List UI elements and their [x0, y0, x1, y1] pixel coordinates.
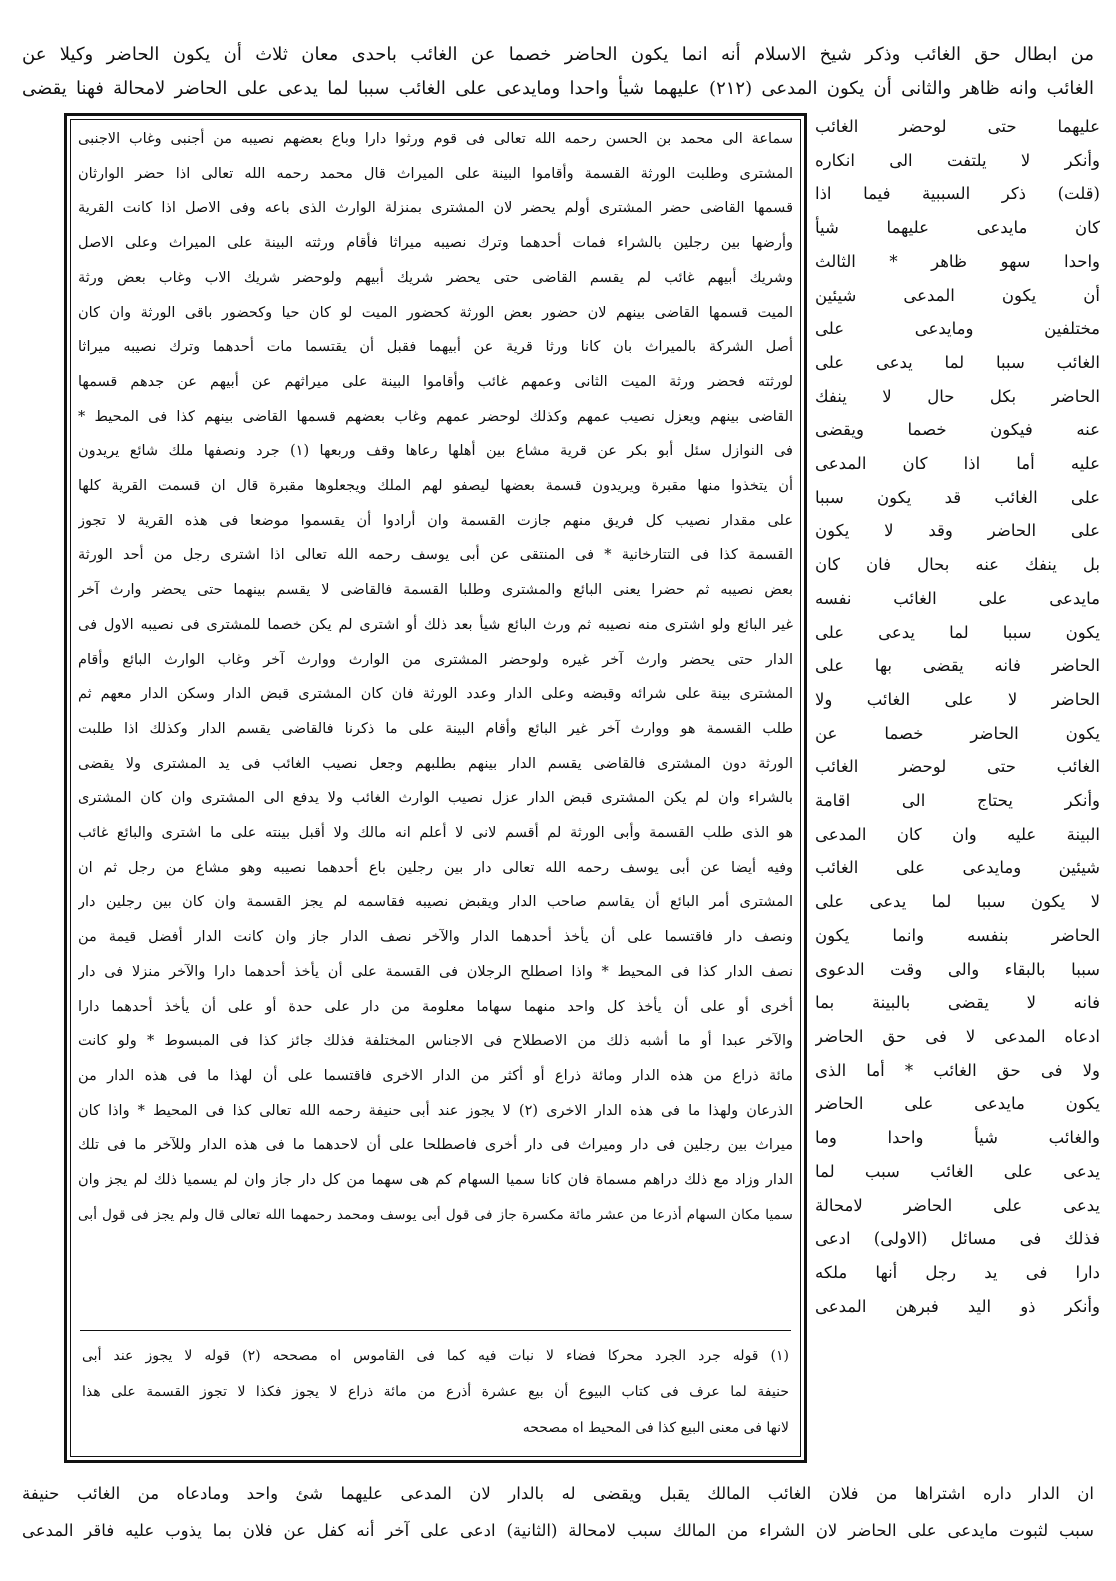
- main-text-line: لورثته فحضر ورثة الميت الثانى وعمهم غائب وأقاموا البينة على ميراثهم عن أبيهم عن جدهم قسمها: [78, 373, 793, 390]
- page-footer-continuation: [22, 1475, 1094, 1549]
- margin-line: لا يكون سببا لما يدعى على: [815, 892, 1100, 912]
- main-text-line: الذرعان ولهذا ما فى هذه الدار الاخرى (٢) لا يجوز عند أبى حنيفة رحمه الله تعالى كذا فى المحيط * واذا كان: [78, 1102, 793, 1119]
- main-text-line: بعض نصيبه ثم حضرا يعنى البائع والمشترى وطلبا القسمة فالقاضى لا يقسم بينهما حتى يحضر وارث آخر: [78, 582, 793, 599]
- main-text-line: وفيه أيضا عن أبى يوسف رحمه الله تعالى دار بين رجلين باع أحدهما نصيبه وهو مشاع من رجل ثم ان: [78, 859, 793, 876]
- main-text-line: الدار حتى يحضر وارث آخر غيره ولوحضر المشترى من الوارث ووارث آخر وغاب الوارث البائع وأقام: [78, 651, 793, 668]
- margin-line: والغائب شيأ واحدا وما: [815, 1128, 1100, 1148]
- footnote-divider: [80, 1330, 791, 1331]
- margin-line: مايدعى على الغائب نفسه: [815, 588, 1100, 608]
- margin-line: عليهما حتى لوحضر الغائب: [815, 117, 1100, 136]
- margin-line: واحدا سهو ظاهر * الثالث: [815, 251, 1100, 271]
- main-text-line: نصف الدار كذا فى المحيط * واذا اصطلح الرجلان فى القسمة على أن يأخذ أحدهما دارا والآخر منزلا فى دار: [78, 963, 793, 980]
- margin-line: يكون الحاضر خصما عن: [815, 723, 1100, 743]
- main-text-line: ونصف دار فاقتسما على أن يأخذ أحدهما الدار والآخر نصف الدار جاز وان كانت الدار أفضل قيمة من: [78, 929, 793, 946]
- margin-line: الحاضر لا على الغائب ولا: [815, 689, 1100, 709]
- main-text-line: والآخر عبدا أو ما أشبه ذلك من الاصطلاح فى الاجناس المختلفة فذلك جائز كذا فى المبسوط * ولو كانت: [78, 1033, 793, 1050]
- main-text-line: المشترى بينة على شرائه وقبضه وعلى الدار وعدد الورثة فان كان المشترى قبض الدار وسكن الدار معهم ثم: [78, 686, 793, 703]
- margin-line: الحاضر بكل حال لا ينفك: [815, 386, 1100, 406]
- main-text-line: وشريك أبيهم غائب لم يقسم القاضى حتى يحضر شريك أبيهم ولوحضر شريك الاب وغاب بعض ورثة: [78, 269, 793, 286]
- main-text-line: سماعة الى محمد بن الحسن رحمه الله تعالى فى قوم ورثوا دارا وباع بعضهم نصيبه من أجنبى وغاب الاجنبى: [78, 131, 793, 147]
- margin-line: يكون سببا لما يدعى على: [815, 622, 1100, 642]
- margin-line: على الغائب قد يكون سببا: [815, 487, 1100, 507]
- margin-line: ادعاه المدعى لا فى حق الحاضر: [815, 1026, 1100, 1046]
- main-text-line: الدار وزاد مع ذلك دراهم مسماة فان كانا سميا السهام كم هى سهما من كل دار جاز وان لم يسميا ذلك لم يجز وان: [78, 1172, 793, 1189]
- margin-line: وأنكر ذو اليد فبرهن المدعى: [815, 1296, 1100, 1316]
- main-text-line: مائة ذراع من هذه الدار ومائة ذراع أو أكثر من الدار الاخرى فاقتسما على أن لهذا ما فى هذه الدار من: [78, 1067, 793, 1084]
- main-text-block: [78, 122, 793, 1233]
- margin-line: أن يكون المدعى شيئين: [815, 285, 1100, 305]
- margin-line: كان مايدعى عليهما شيأ: [815, 218, 1100, 238]
- margin-line: (قلت) ذكر السببية فيما اذا: [815, 184, 1100, 204]
- footer-line: سبب لثبوت مايدعى على الحاضر لان الشراء من المالك سبب لامحالة (الثانية) ادعى على آخر أنه كفل عن فلان بما يذوب عليه فاقر المدعى: [22, 1521, 1094, 1540]
- margin-commentary: [815, 110, 1100, 1323]
- main-text-line: القاضى بينهم ويعزل نصيب عمهم وكذلك لوحضر عمهم وغاب بعضهم قسمها القاضى بينهم كذا فى المحيط *: [78, 408, 793, 425]
- main-text-line: فى النوازل سئل أبو بكر عن قرية مشاع بين أهلها رعاها وقف وربعها (١) جرد ونصفها ملك شائع يريدون: [78, 443, 793, 460]
- header-line-2: الغائب وانه ظاهر والثانى أن يكون المدعى (٢١٢) عليهما شيأ واحدا ومايدعى على الغائب سببا لما يدعى على الحاضر لامحالة فهنا يقضى: [22, 78, 1094, 99]
- main-text-line: القسمة كذا فى التتارخانية * فى المنتقى عن أبى يوسف رحمه الله تعالى اذا اشترى رجل من أحد الورثة: [78, 547, 793, 564]
- main-text-line: هو الذى طلب القسمة وأبى الورثة لم أقسم لانى لا أعلم انه مالك ولا أقبل بينته على ما اشترى والبائع غائب: [78, 825, 793, 842]
- main-text-line: أخرى أو على أن يأخذ كل واحد منهما سهاما معلومة من دار على حدة أو على أن يأخذ أحدهما دارا: [78, 998, 793, 1015]
- header-line-with-page-number: [22, 72, 1094, 106]
- main-text-line: سميا مكان السهام أذرعا من عشر مائة مكسرة جاز فى قول أبى يوسف ومحمد رحمهما الله تعالى قال ولم يجز فى قول أبى: [78, 1206, 793, 1223]
- header-line: من ابطال حق الغائب وذكر شيخ الاسلام أنه انما يكون الحاضر خصما عن الغائب باحدى معان ثلاث أن يكون الحاضر وكيلا عن: [22, 44, 1094, 65]
- main-text-line: بالشراء وان لم يكن المشترى قبض الدار عزل نصيب الوارث الغائب ولا يدفع الى المشترى وان كان المشترى: [78, 790, 793, 807]
- main-text-line: الميت قسمها القاضى بينهم لان حضور بعض الورثة كحضور الميت لو كان حيا وكحضور باقى الورثة وان كان: [78, 304, 793, 321]
- page-header: [22, 38, 1094, 106]
- margin-line: الحاضر فانه يقضى بها على: [815, 656, 1100, 676]
- margin-line: الغائب حتى لوحضر الغائب: [815, 757, 1100, 777]
- main-text-line: وأرضها بين رجلين بالشراء فمات أحدهما وترك نصيبه ميراثا فأقام ورثته البينة على الميراث وعلى الاصل: [78, 235, 793, 252]
- footnote-line: حنيفة لما عرف فى كتاب البيوع أن بيع عشرة أذرع من مائة ذراع لا يجوز فكذا لا تجوز القسمة على هذا: [82, 1384, 789, 1400]
- margin-line: بل ينفك عنه بحال فان كان: [815, 555, 1100, 575]
- margin-line: فذلك فى مسائل (الاولى) ادعى: [815, 1229, 1100, 1249]
- margin-line: فانه لا يقضى بالبينة بما: [815, 993, 1100, 1013]
- margin-line: على الحاضر وقد لا يكون: [815, 521, 1100, 541]
- margin-line: يكون مايدعى على الحاضر: [815, 1094, 1100, 1114]
- footnote-line: لانها فى معنى البيع كذا فى المحيط اه مصححه: [522, 1420, 789, 1436]
- margin-line: الحاضر بنفسه وانما يكون: [815, 925, 1100, 945]
- margin-line: الغائب سببا لما يدعى على: [815, 352, 1100, 372]
- margin-line: شيئين ومايدعى على الغائب: [815, 858, 1100, 878]
- footnotes-block: [82, 1338, 789, 1446]
- margin-line: وأنكر لا يلتفت الى انكاره: [815, 150, 1100, 170]
- main-text-line: المشترى أمر البائع أن يقاسم صاحب الدار ويقبض نصيبه فقاسمه لم يجز القسمة وان كان بين رجلين دار: [78, 894, 793, 911]
- main-text-line: أصل الشركة بالميراث بان كانا ورثا قرية عن أبيهما فقبل أن يقتسما مات أحدهما وترك نصيبه ميراثا: [78, 339, 793, 356]
- margin-line: مختلفين ومايدعى على: [815, 319, 1100, 339]
- main-text-line: أن يتخذوا منها مقبرة ويريدون قسمة بعضها ليصفو لهم الملك ويجعلوها مقبرة قال ان قسمت القرية كلها: [78, 478, 793, 495]
- main-text-line: ميراث بين رجلين فى دار وميراث فى دار أخرى فاصطلحا على أن لاحدهما ما فى هذه الدار وللآخر ما فى تلك: [78, 1137, 793, 1154]
- margin-line: دارا فى يد رجل أنها ملكه: [815, 1262, 1100, 1282]
- margin-line: عليه أما اذا كان المدعى: [815, 454, 1100, 474]
- margin-line: عنه فيكون خصما ويقضى: [815, 420, 1100, 440]
- margin-line: البينة عليه وان كان المدعى: [815, 824, 1100, 844]
- margin-line: يدعى على الغائب سبب لما: [815, 1161, 1100, 1181]
- margin-line: يدعى على الحاضر لامحالة: [815, 1195, 1100, 1215]
- footnote-line: (١) قوله جرد الجرد محركا فضاء لا نبات فيه كما فى القاموس اه مصححه (٢) قوله لا يجوز عند أبى: [82, 1348, 789, 1364]
- margin-line: سببا بالبقاء والى وقت الدعوى: [815, 959, 1100, 979]
- margin-line: ولا فى حق الغائب * أما الذى: [815, 1060, 1100, 1080]
- main-text-line: المشترى وطلبت الورثة القسمة وأقاموا البينة على الميراث قال محمد رحمه الله تعالى اذا حضر الوارثان: [78, 165, 793, 182]
- main-text-line: على مقدار نصيب كل فريق منهم جازت القسمة وان أرادوا أن يقسموا موضعا فى هذه القرية لا تجوز: [78, 512, 793, 529]
- main-text-line: طلب القسمة هو ووارث آخر غير البائع وأقام البينة على ما ذكرنا فالقاضى يقسم الدار وكذلك اذا طلبت: [78, 720, 793, 737]
- main-text-line: قسمها القاضى حضر المشترى أولم يحضر لان المشترى بمنزلة الوارث الذى باعه وفى الاصل اذا كانت القرية: [78, 200, 793, 217]
- main-text-line: غير البائع ولو اشترى منه نصيبه ثم ورث البائع شيأ بعد ذلك أو اشترى لم يكن خصما للمشترى فى نصيبه الاول فى: [78, 616, 793, 633]
- footer-line: ان الدار داره اشتراها من فلان الغائب المالك يقبل ويقضى له بالدار لان المدعى عليهما شئ واحد ومادعاه من الغائب حنيفة: [22, 1484, 1094, 1503]
- main-text-line: الورثة دون المشترى فالقاضى يقسم الدار بينهم بطلبهم وجعل نصيب الغائب فى يد المشترى ولا يقضى: [78, 755, 793, 772]
- margin-line: وأنكر يحتاج الى اقامة: [815, 791, 1100, 811]
